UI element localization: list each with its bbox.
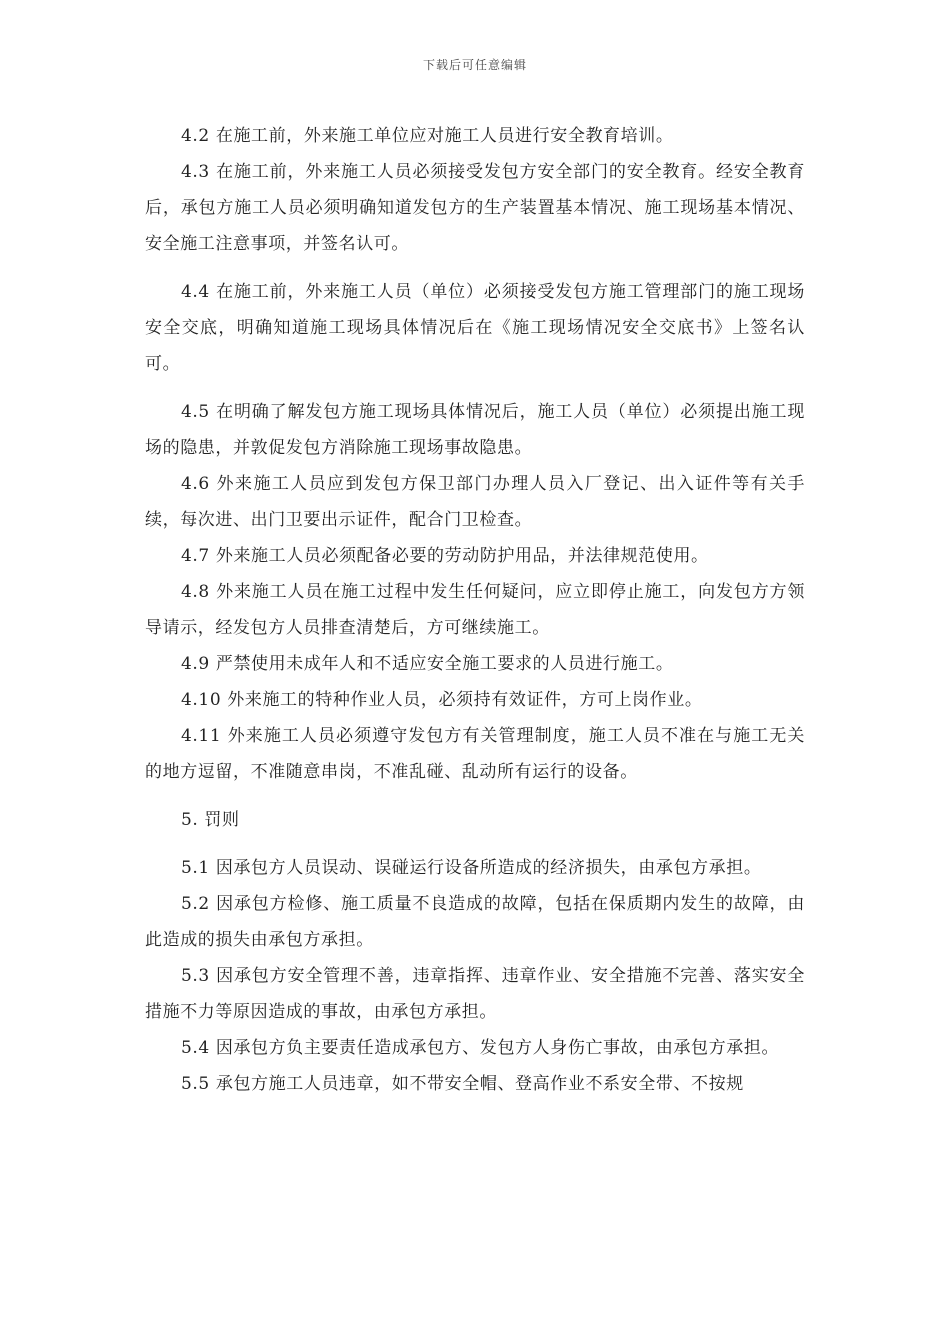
paragraph-4-2: 4.2 在施工前，外来施工单位应对施工人员进行安全教育培训。 [181, 126, 674, 146]
paragraph-4-9: 4.9 严禁使用未成年人和不适应安全施工要求的人员进行施工。 [181, 654, 674, 674]
section-heading-penalties: 5. 罚则 [181, 810, 240, 830]
paragraph-5-3: 5.3 因承包方安全管理不善，违章指挥、违章作业、安全措施不完善、落实安全措施不力等原因造成的事故，由承包方承担。 [145, 966, 805, 1022]
paragraph-4-7: 4.7 外来施工人员必须配备必要的劳动防护用品，并法律规范使用。 [181, 546, 709, 566]
document-body [145, 118, 805, 1102]
paragraph-4-5: 4.5 在明确了解发包方施工现场具体情况后，施工人员（单位）必须提出施工现场的隐患，并敦促发包方消除施工现场事故隐患。 [145, 402, 805, 458]
paragraph-4-6: 4.6 外来施工人员应到发包方保卫部门办理人员入厂登记、出入证件等有关手续，每次进、出门卫要出示证件，配合门卫检查。 [145, 474, 805, 530]
page-header: 下载后可任意编辑 [422, 58, 527, 72]
paragraph-4-11: 4.11 外来施工人员必须遵守发包方有关管理制度，施工人员不准在与施工无关的地方逗留，不准随意串岗，不准乱碰、乱动所有运行的设备。 [145, 726, 805, 782]
paragraph-5-4: 5.4 因承包方负主要责任造成承包方、发包方人身伤亡事故，由承包方承担。 [181, 1038, 780, 1058]
paragraph-4-8: 4.8 外来施工人员在施工过程中发生任何疑问，应立即停止施工，向发包方方领导请示，经发包方人员排查清楚后，方可继续施工。 [145, 582, 805, 638]
paragraph-5-5: 5.5 承包方施工人员违章，如不带安全帽、登高作业不系安全带、不按规 [181, 1074, 744, 1094]
paragraph-5-1: 5.1 因承包方人员误动、误碰运行设备所造成的经济损失，由承包方承担。 [181, 858, 762, 878]
paragraph-4-3: 4.3 在施工前，外来施工人员必须接受发包方安全部门的安全教育。经安全教育后，承包方施工人员必须明确知道发包方的生产装置基本情况、施工现场基本情况、安全施工注意事项，并签名认可。 [145, 162, 805, 254]
paragraph-5-2: 5.2 因承包方检修、施工质量不良造成的故障，包括在保质期内发生的故障，由此造成的损失由承包方承担。 [145, 894, 805, 950]
paragraph-4-4: 4.4 在施工前，外来施工人员（单位）必须接受发包方施工管理部门的施工现场安全交底，明确知道施工现场具体情况后在《施工现场情况安全交底书》上签名认可。 [145, 282, 805, 374]
paragraph-4-10: 4.10 外来施工的特种作业人员，必须持有效证件，方可上岗作业。 [181, 690, 703, 710]
